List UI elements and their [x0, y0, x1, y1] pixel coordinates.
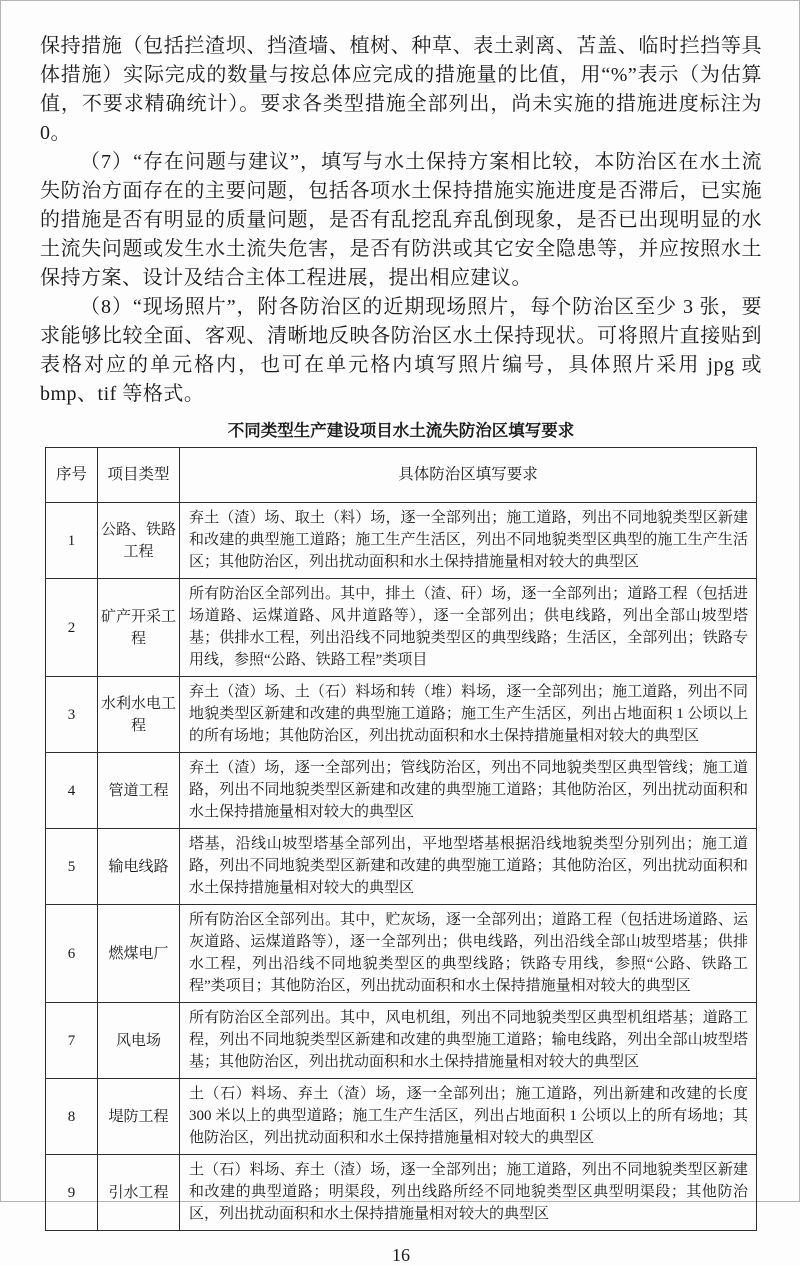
row-no: 3: [46, 677, 98, 753]
requirements-table: [45, 447, 757, 1231]
row-no: 2: [46, 579, 98, 677]
paragraph-item-8: （8）“现场照片”，附各防治区的近期现场照片，每个防治区至少 3 张，要求能够比较全面、客观、清晰地反映各防治区水土保持现状。可将照片直接贴到表格对应的单元格内，也可在单元格内填写照片编号，具体照片采用 jpg 或 bmp、tif 等格式。: [40, 296, 762, 405]
table-row: [46, 579, 757, 677]
row-no: 7: [46, 1003, 98, 1079]
row-requirement: 土（石）料场、弃土（渣）场，逐一全部列出；施工道路，列出新建和改建的长度 300 米以上的典型道路；施工生产生活区，列出占地面积 1 公顷以上的所有场地；其他防治区，列出扰动面积和水土保持措施量相对较大的典型区: [180, 1079, 757, 1155]
paragraph-continuation: 保持措施（包括拦渣坝、挡渣墙、植树、种草、表土剥离、苫盖、临时拦挡等具体措施）实际完成的数量与按总体应完成的措施量的比值，用“%”表示（为估算值，不要求精确统计）。要求各类型措施全部列出，尚未实施的措施进度标注为 0。: [40, 35, 762, 144]
header-cell-requirement: 具体防治区填写要求: [180, 448, 757, 503]
row-requirement: 土（石）料场、弃土（渣）场，逐一全部列出；施工道路，列出不同地貌类型区新建和改建的典型道路；明渠段，列出线路所经不同地貌类型区典型明渠段；其他防治区，列出扰动面积和水土保持措施量相对较大的典型区: [180, 1155, 757, 1231]
table-row: [46, 1155, 757, 1231]
row-requirement: 弃土（渣）场、取土（料）场，逐一全部列出；施工道路，列出不同地貌类型区新建和改建的典型施工道路；施工生产生活区，列出不同地貌类型区典型的施工生产生活区；其他防治区，列出扰动面积和水土保持措施量相对较大的典型区: [180, 503, 757, 579]
row-type: 输电线路: [98, 829, 180, 905]
table-row: [46, 829, 757, 905]
row-requirement: 所有防治区全部列出。其中，贮灰场，逐一全部列出；道路工程（包括进场道路、运灰道路、运煤道路等），逐一全部列出；供电线路，列出沿线全部山坡型塔基；供排水工程，列出沿线不同地貌类型区的典型线路；铁路专用线，参照“公路、铁路工程”类项目；其他防治区，列出扰动面积和水土保持措施量相对较大的典型区: [180, 905, 757, 1003]
row-type: 风电场: [98, 1003, 180, 1079]
row-requirement: 弃土（渣）场、土（石）料场和转（堆）料场，逐一全部列出；施工道路，列出不同地貌类型区新建和改建的典型施工道路；施工生产生活区，列出占地面积 1 公顷以上的所有场地；其他防治区，列出扰动面积和水土保持措施量相对较大的典型区: [180, 677, 757, 753]
row-no: 9: [46, 1155, 98, 1231]
table-row: [46, 503, 757, 579]
row-requirement: 塔基，沿线山坡型塔基全部列出，平地型塔基根据沿线地貌类型分别列出；施工道路，列出不同地貌类型区新建和改建的典型施工道路；其他防治区，列出扰动面积和水土保持措施量相对较大的典型区: [180, 829, 757, 905]
row-type: 水利水电工程: [98, 677, 180, 753]
table-row: [46, 1079, 757, 1155]
row-no: 1: [46, 503, 98, 579]
row-requirement: 弃土（渣）场，逐一全部列出；管线防治区，列出不同地貌类型区典型管线；施工道路，列出不同地貌类型区新建和改建的典型施工道路；其他防治区，列出扰动面积和水土保持措施量相对较大的典型区: [180, 753, 757, 829]
row-type: 公路、铁路工程: [98, 503, 180, 579]
header-cell-no: 序号: [46, 448, 98, 503]
table-row: [46, 753, 757, 829]
requirements-table-body: [46, 503, 757, 1231]
row-no: 6: [46, 905, 98, 1003]
row-no: 4: [46, 753, 98, 829]
table-row: [46, 905, 757, 1003]
row-type: 引水工程: [98, 1155, 180, 1231]
requirements-table-header: [46, 448, 757, 503]
table-row: [46, 677, 757, 753]
row-type: 堤防工程: [98, 1079, 180, 1155]
table-row: [46, 1003, 757, 1079]
row-no: 5: [46, 829, 98, 905]
body-text: [40, 32, 762, 409]
header-row: [46, 448, 757, 503]
row-requirement: 所有防治区全部列出。其中，排土（渣、矸）场，逐一全部列出；道路工程（包括进场道路、运煤道路、风井道路等），逐一全部列出；供电线路，列出全部山坡型塔基；供排水工程，列出沿线不同地貌类型区的典型线路；生活区，全部列出；铁路专用线，参照“公路、铁路工程”类项目: [180, 579, 757, 677]
table-title: 不同类型生产建设项目水土流失防治区填写要求: [227, 422, 575, 440]
row-requirement: 所有防治区全部列出。其中，风电机组，列出不同地貌类型区典型机组塔基；道路工程，列出不同地貌类型区新建和改建的典型施工道路；输电线路，列出全部山坡型塔基；其他防治区，列出扰动面积和水土保持措施量相对较大的典型区: [180, 1003, 757, 1079]
header-cell-type: 项目类型: [98, 448, 180, 503]
page-number: 16: [392, 1245, 410, 1265]
row-type: 管道工程: [98, 753, 180, 829]
row-type: 燃煤电厂: [98, 905, 180, 1003]
paragraph-item-7: （7）“存在问题与建议”，填写与水土保持方案相比较，本防治区在水土流失防治方面存在的主要问题，包括各项水土保持措施实施进度是否滞后，已实施的措施是否有明显的质量问题，是否有乱挖乱弃乱倒现象，是否已出现明显的水土流失问题或发生水土流失危害，是否有防洪或其它安全隐患等，并应按照水土保持方案、设计及结合主体工程进展，提出相应建议。: [40, 151, 762, 289]
row-type: 矿产开采工程: [98, 579, 180, 677]
row-no: 8: [46, 1079, 98, 1155]
